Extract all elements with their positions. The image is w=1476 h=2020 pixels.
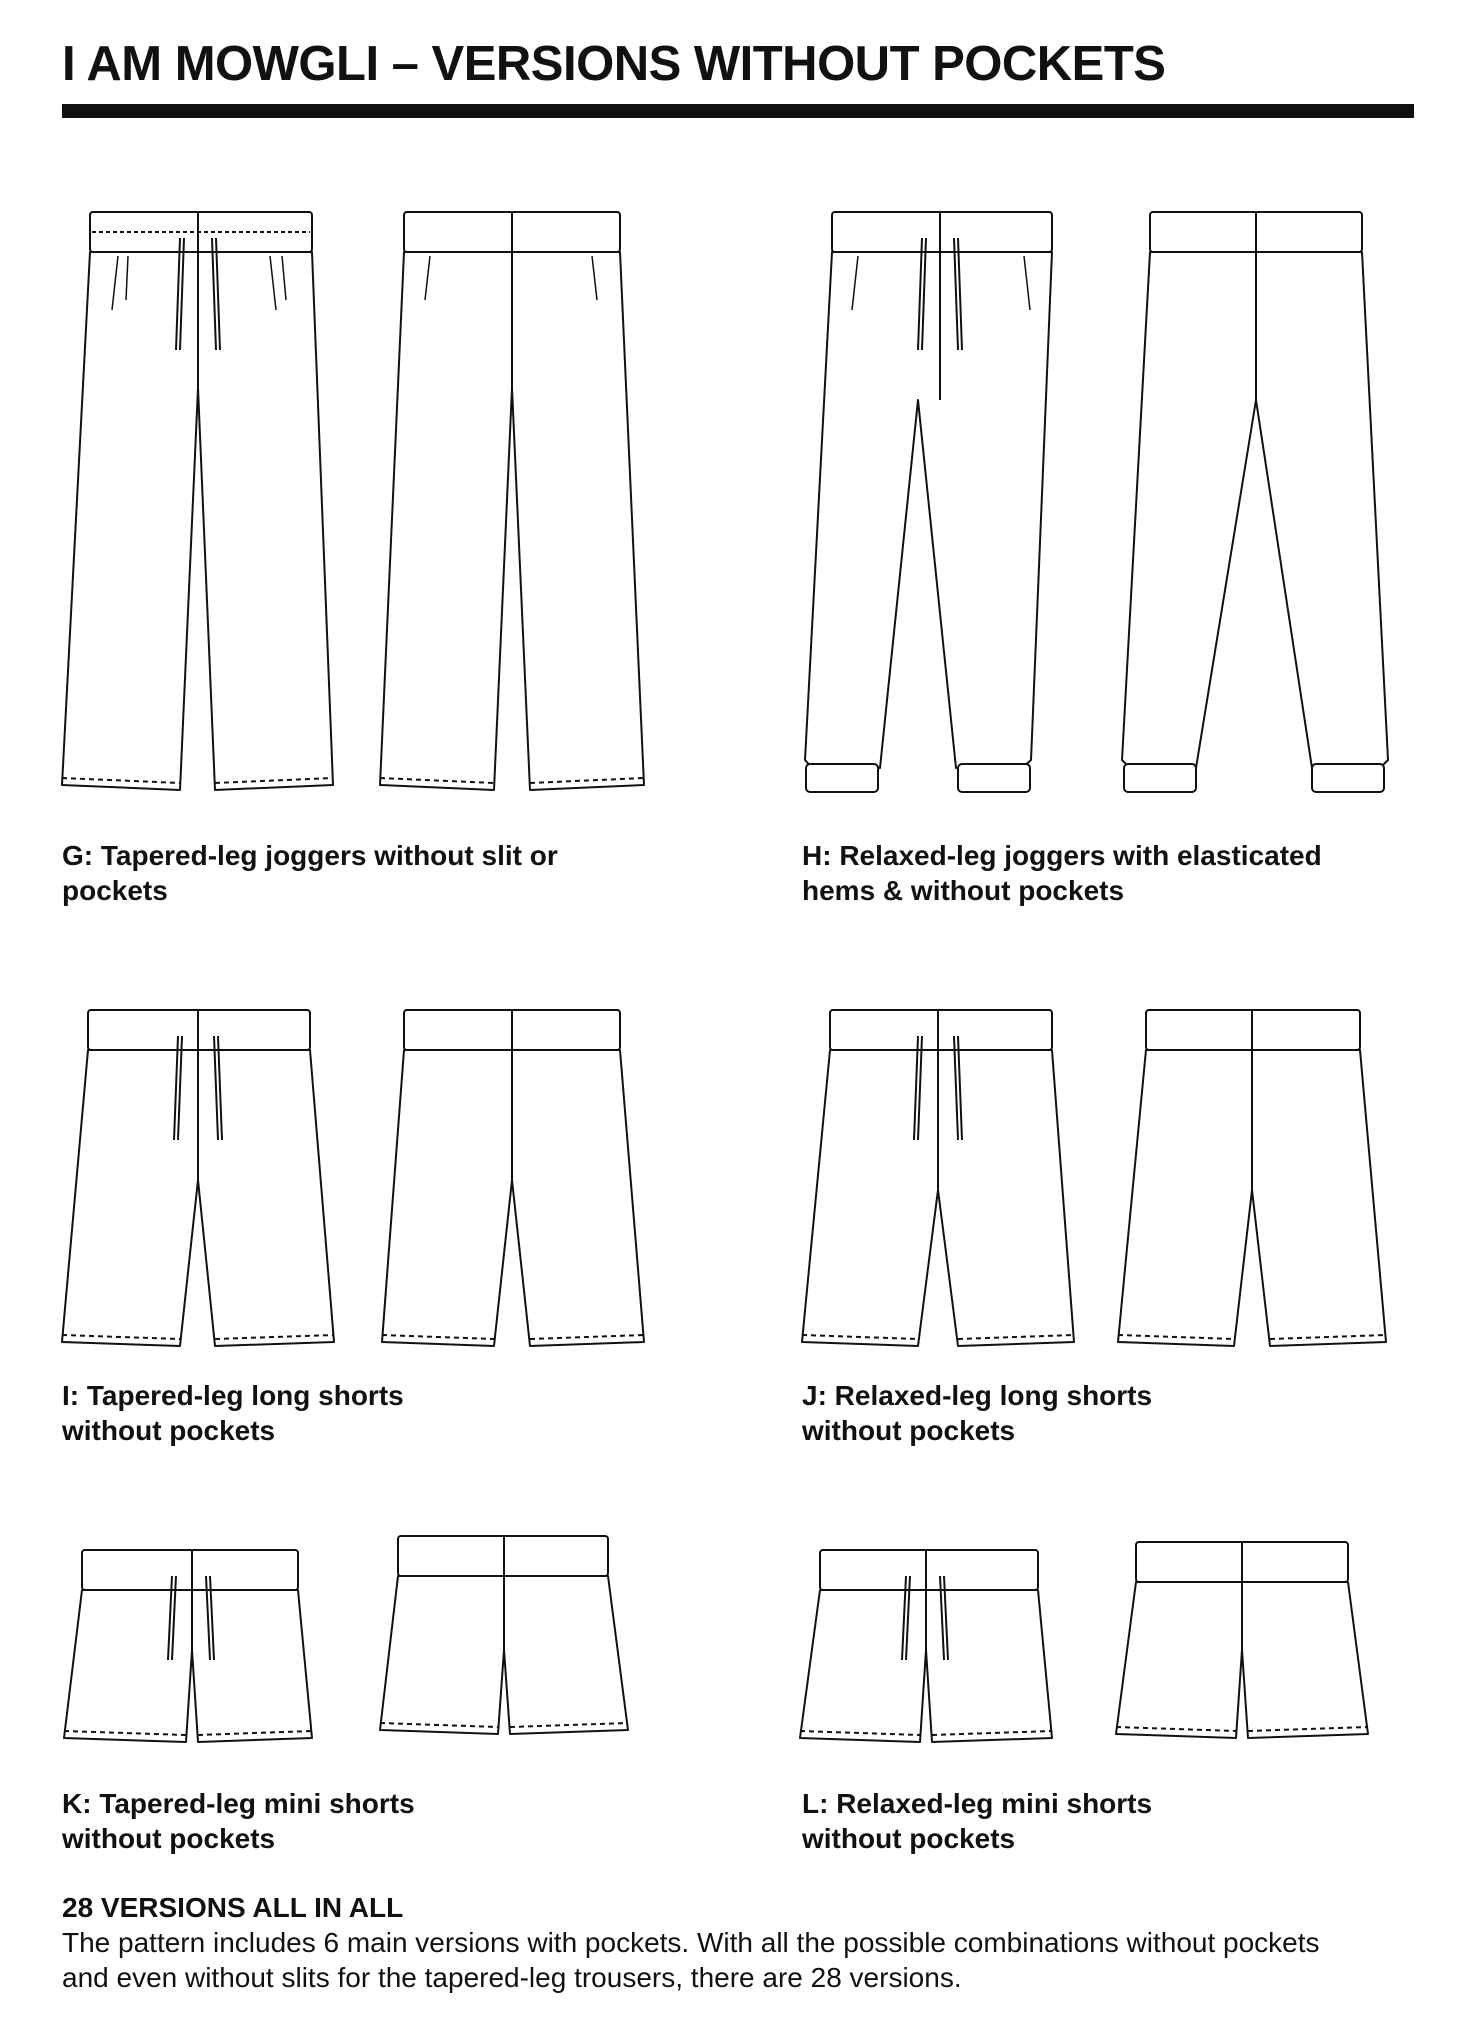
l-front-mini-shorts-drawing xyxy=(800,1550,1052,1742)
summary-line1: The pattern includes 6 main versions with pockets. With all the possible combinations without pockets xyxy=(62,1927,1320,1958)
version-k-caption xyxy=(62,1786,415,1856)
h-front-joggers-drawing xyxy=(805,212,1052,792)
version-l-caption-line1: L: Relaxed-leg mini shorts xyxy=(802,1788,1153,1819)
version-l-caption-line2: without pockets xyxy=(802,1823,1016,1854)
version-j-caption xyxy=(802,1378,1152,1448)
version-h-caption-line1: H: Relaxed-leg joggers with elasticated xyxy=(802,840,1322,871)
version-g-caption-line2: pockets xyxy=(62,875,168,906)
version-k-caption-line2: without pockets xyxy=(62,1823,276,1854)
version-k-caption-line1: K: Tapered-leg mini shorts xyxy=(62,1788,415,1819)
version-g-caption-line1: G: Tapered-leg joggers without slit or xyxy=(62,840,558,871)
version-g-caption xyxy=(62,838,558,908)
g-front-trousers-drawing xyxy=(62,212,333,790)
l-back-mini-shorts-drawing xyxy=(1116,1542,1368,1738)
version-j-caption-line1: J: Relaxed-leg long shorts xyxy=(802,1380,1153,1411)
version-h-caption xyxy=(802,838,1322,908)
version-i-caption-line2: without pockets xyxy=(62,1415,276,1446)
summary-line2: and even without slits for the tapered-leg trousers, there are 28 versions. xyxy=(62,1962,962,1993)
version-j-caption-line2: without pockets xyxy=(802,1415,1016,1446)
j-front-long-shorts-drawing xyxy=(802,1010,1074,1346)
i-front-long-shorts-drawing xyxy=(62,1010,334,1346)
version-i-caption xyxy=(62,1378,404,1448)
i-back-long-shorts-drawing xyxy=(382,1010,644,1346)
version-l-caption xyxy=(802,1786,1152,1856)
summary-text xyxy=(62,1925,1422,1995)
page-title: I AM MOWGLI – VERSIONS WITHOUT POCKETS xyxy=(62,37,1166,91)
version-i-caption-line1: I: Tapered-leg long shorts xyxy=(62,1380,404,1411)
h-back-joggers-drawing xyxy=(1122,212,1388,792)
summary-heading: 28 VERSIONS ALL IN ALL xyxy=(62,1892,404,1923)
version-h-caption-line2: hems & without pockets xyxy=(802,875,1125,906)
j-back-long-shorts-drawing xyxy=(1118,1010,1386,1346)
g-back-trousers-drawing xyxy=(380,212,644,790)
k-back-mini-shorts-drawing xyxy=(380,1536,628,1734)
k-front-mini-shorts-drawing xyxy=(64,1550,312,1742)
